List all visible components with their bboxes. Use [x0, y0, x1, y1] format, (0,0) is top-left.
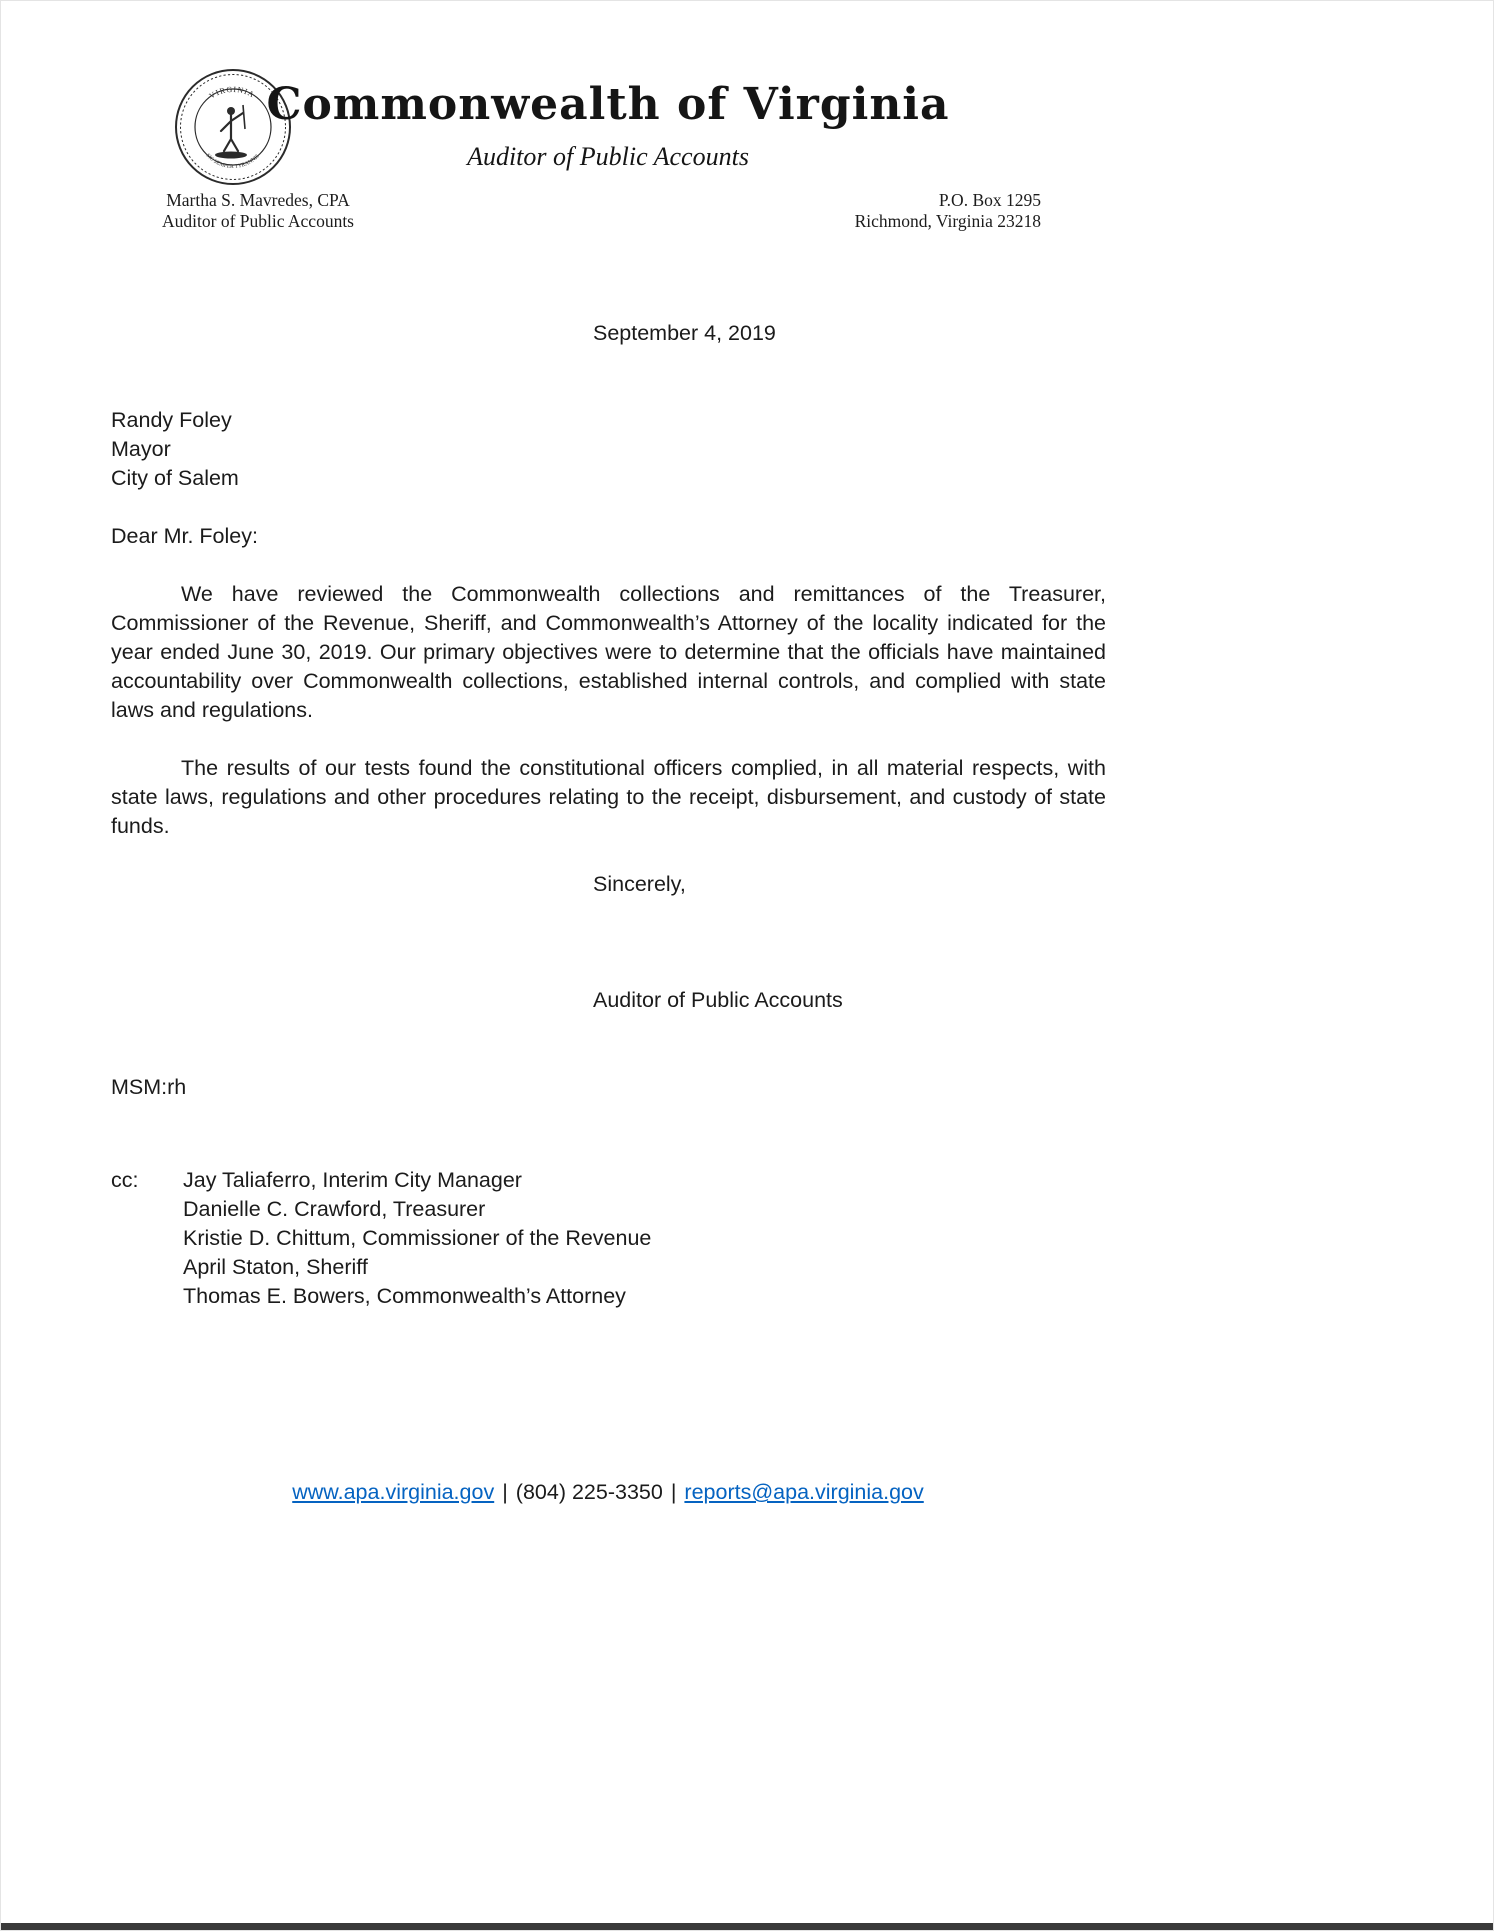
closing: Sincerely, — [593, 872, 686, 896]
footer-separator: | — [502, 1480, 508, 1504]
recipient-name: Randy Foley — [111, 408, 232, 432]
cc-item: Kristie D. Chittum, Commissioner of the Revenue — [183, 1226, 652, 1250]
org-name: Commonwealth of Virginia — [266, 79, 950, 130]
cc-item: Danielle C. Crawford, Treasurer — [183, 1197, 486, 1221]
svg-text:VIRGINIA: VIRGINIA — [207, 84, 257, 101]
signature-title: Auditor of Public Accounts — [593, 988, 843, 1012]
recipient-locality: City of Salem — [111, 466, 239, 490]
bottom-edge-bar — [1, 1923, 1493, 1930]
salutation: Dear Mr. Foley: — [111, 524, 258, 548]
recipient-title: Mayor — [111, 437, 171, 461]
footer-contact-line — [111, 1478, 1105, 1507]
cc-block — [111, 1166, 1106, 1311]
cc-list — [183, 1166, 651, 1311]
body-paragraph-1: We have reviewed the Commonwealth collections and remittances of the Treasurer, Commissioner of the Revenue, Sheriff, and Commonwealth’s Attorney of the locality indicated for the year ended June 30, 2019. Our primary objectives were to determine that the officials have maintained accountability over Commonwealth collections, established internal controls, and complied with state laws and regulations. — [111, 582, 1106, 722]
footer-website-link[interactable]: www.apa.virginia.gov — [292, 1480, 495, 1504]
address-block — [855, 190, 1041, 232]
official-name: Martha S. Mavredes, CPA — [166, 190, 350, 210]
letterhead — [111, 79, 1105, 172]
svg-text:SIC SEMPER TYRANNIS: SIC SEMPER TYRANNIS — [204, 152, 261, 171]
official-title: Auditor of Public Accounts — [162, 211, 354, 231]
letter-body — [111, 319, 1106, 1311]
recipient-block — [111, 406, 1106, 493]
address-line-1: P.O. Box 1295 — [938, 190, 1041, 210]
official-contact-block — [127, 190, 389, 232]
cc-item: April Staton, Sheriff — [183, 1255, 368, 1279]
footer-email-link[interactable]: reports@apa.virginia.gov — [684, 1480, 924, 1504]
org-subtitle: Auditor of Public Accounts — [467, 142, 749, 171]
cc-item: Jay Taliaferro, Interim City Manager — [183, 1168, 522, 1192]
cc-label: cc: — [111, 1168, 139, 1192]
cc-item: Thomas E. Bowers, Commonwealth’s Attorney — [183, 1284, 626, 1308]
footer-phone: (804) 225-3350 — [515, 1480, 663, 1504]
footer-separator: | — [670, 1480, 677, 1504]
letter-date: September 4, 2019 — [593, 321, 776, 345]
reference-initials: MSM:rh — [111, 1075, 187, 1099]
body-paragraph-2: The results of our tests found the constitutional officers complied, in all material respects, with state laws, regulations and other procedures relating to the receipt, disbursement, and custody of state funds. — [111, 756, 1106, 838]
address-line-2: Richmond, Virginia 23218 — [854, 211, 1041, 231]
